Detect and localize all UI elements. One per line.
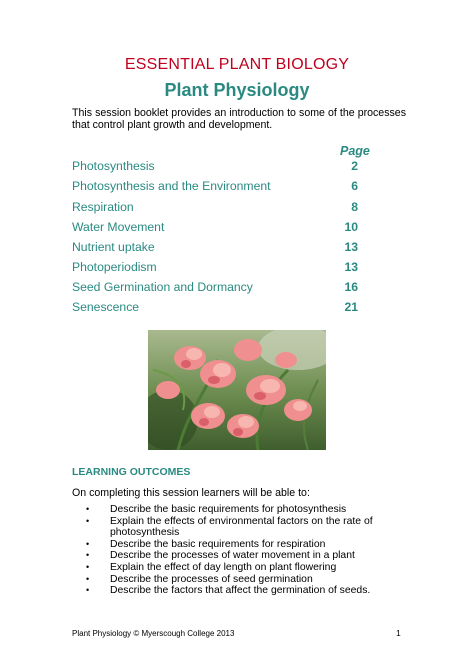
page-title: Plant Physiology [164, 80, 310, 100]
list-item: • Describe the processes of seed germination [86, 574, 376, 586]
learning-outcomes-intro: On completing this session learners will be able to: [72, 487, 310, 499]
contents-page-heading: Page [340, 144, 370, 158]
contents-page: 21 [344, 300, 358, 314]
contents-page: 13 [344, 260, 358, 274]
learning-outcomes-list [86, 504, 376, 597]
contents-page: 16 [344, 280, 358, 294]
sweet-pea-photo [148, 330, 326, 450]
list-item: • Describe the basic requirements for photosynthesis [86, 504, 376, 516]
series-title: ESSENTIAL PLANT BIOLOGY [124, 56, 350, 73]
contents-page: 6 [351, 179, 358, 193]
list-item: • Explain the effect of day length on plant flowering [86, 562, 376, 574]
page-number: 1 [396, 628, 401, 638]
contents-page: 8 [351, 200, 358, 214]
contents-row[interactable] [72, 279, 358, 295]
list-item: • Explain the effects of environmental factors on the rate of photosynthesis [86, 516, 376, 539]
contents-row[interactable] [72, 199, 358, 215]
contents-label: Respiration [72, 200, 134, 214]
contents-page: 2 [351, 159, 358, 173]
list-item: • Describe the basic requirements for respiration [86, 539, 376, 551]
contents-row[interactable] [72, 158, 358, 174]
contents-row[interactable] [72, 178, 358, 194]
contents-label: Photosynthesis [72, 159, 155, 173]
contents-page: 13 [344, 240, 358, 254]
contents-label: Photoperiodism [72, 260, 157, 274]
contents-row[interactable] [72, 239, 358, 255]
intro-paragraph: This session booklet provides an introduction to some of the processes that control plant growth and development. [72, 107, 406, 131]
list-item: • Describe the factors that affect the germination of seeds. [86, 585, 376, 597]
contents-row[interactable] [72, 219, 358, 235]
contents-label: Water Movement [72, 220, 165, 234]
contents-label: Senescence [72, 300, 140, 314]
contents-row[interactable] [72, 299, 358, 315]
list-item: • Describe the processes of water movement in a plant [86, 550, 376, 562]
learning-outcomes-heading: LEARNING OUTCOMES [72, 466, 191, 478]
contents-page: 10 [344, 220, 358, 234]
contents-label: Seed Germination and Dormancy [72, 280, 253, 294]
contents-label: Nutrient uptake [72, 240, 155, 254]
contents-row[interactable] [72, 259, 358, 275]
footer-text: Plant Physiology © Myerscough College 2013 [72, 629, 235, 638]
contents-label: Photosynthesis and the Environment [72, 179, 271, 193]
